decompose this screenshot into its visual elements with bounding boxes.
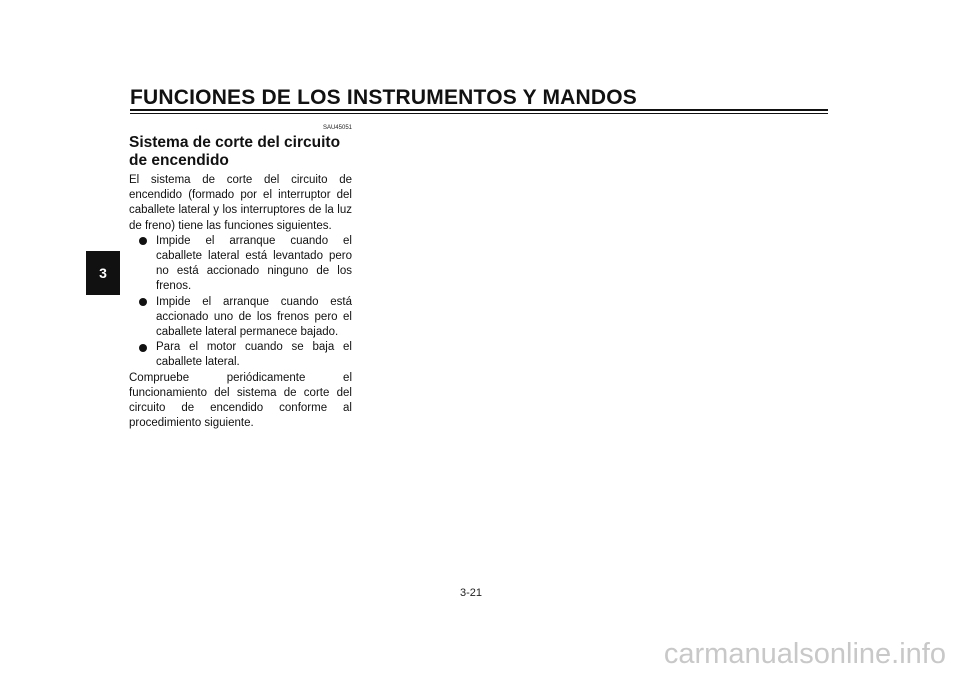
bullet-text: Para el motor cuando se baja el caballete lateral. [156, 341, 352, 369]
bullet-text: Impide el arranque cuando está accionado uno de los frenos pero el caballete lateral permanece bajado. [156, 295, 352, 339]
section-title: Sistema de corte del circuito de encendido [129, 134, 341, 169]
closing-paragraph: Compruebe periódicamente el funcionamiento del sistema de corte del circuito de encendido conforme al procedimiento siguiente. [129, 371, 352, 430]
header-rule [130, 109, 828, 111]
page-header [130, 86, 830, 110]
list-item [129, 340, 352, 370]
content-column [129, 124, 352, 431]
header-rule-thin [130, 113, 828, 114]
bullet-list [129, 234, 352, 371]
chapter-tab [86, 251, 120, 295]
bullet-icon [139, 298, 147, 306]
page-number: 3-21 [460, 587, 483, 599]
intro-paragraph: El sistema de corte del circuito de encendido (formado por el interruptor del caballete lateral y los interruptores de la luz de freno) tiene las funciones siguientes. [129, 174, 352, 232]
bullet-icon [139, 237, 147, 245]
chapter-number: 3 [99, 265, 107, 281]
page-title: FUNCIONES DE LOS INSTRUMENTOS Y MANDOS [130, 86, 637, 109]
bullet-text: Impide el arranque cuando el caballete lateral está levantado pero no está accionado ninguno de los frenos. [156, 234, 352, 293]
watermark: carmanualsonline.info [663, 638, 946, 670]
list-item [129, 234, 352, 295]
bullet-icon [139, 344, 147, 352]
reference-code: SAU45051 [322, 125, 352, 131]
list-item [129, 295, 352, 341]
